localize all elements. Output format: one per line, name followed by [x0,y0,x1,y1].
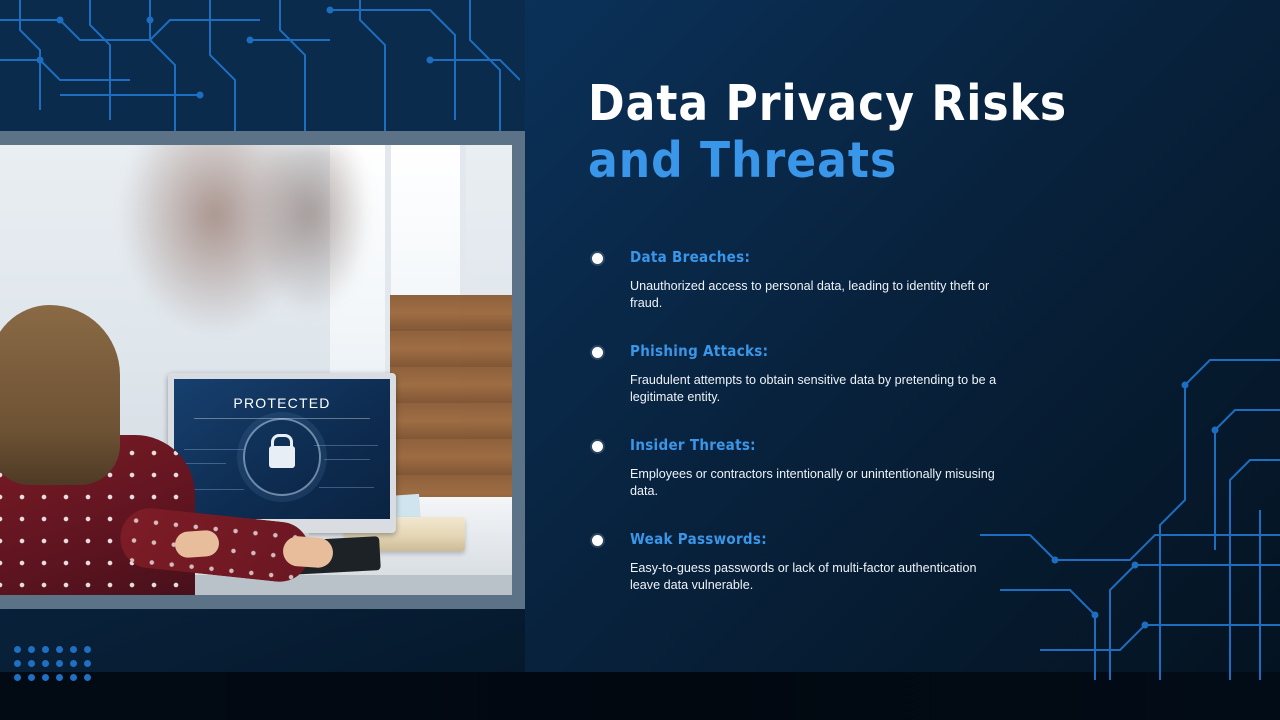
list-item-heading: Insider Threats: [630,436,756,454]
photo-monitor-screen [174,379,390,519]
photo-frame [0,131,525,609]
list-item [592,530,1022,594]
photo-woman-right-hand [282,535,334,568]
photo-screen-label: PROTECTED [174,395,390,411]
workplace-security-photo [0,145,512,595]
list-item [592,436,1022,500]
photo-monitor [168,373,396,533]
list-item-body: Easy-to-guess passwords or lack of multi-factor authentication leave data vulnerable. [630,561,977,592]
list-item-body: Fraudulent attempts to obtain sensitive data by pretending to be a legitimate entity. [630,373,997,404]
list-item-heading: Weak Passwords: [630,530,767,548]
bullet-dot-icon [592,347,603,358]
photo-woman-hair [0,305,120,485]
photo-background-person-2 [250,145,370,315]
title-line-1: Data Privacy Risks [588,75,1068,132]
list-item-body: Unauthorized access to personal data, leading to identity theft or fraud. [630,279,990,310]
risk-list [592,248,1022,594]
dot-grid-decoration [14,646,98,688]
bottom-strip [0,672,1280,720]
bullet-dot-icon [592,441,603,452]
title-line-2: and Threats [588,131,898,189]
photo-padlock-icon [269,446,295,468]
bullet-dot-icon [592,535,603,546]
page-title [588,75,1208,189]
top-left-panel-background [0,0,525,133]
list-item-body: Employees or contractors intentionally or unintentionally misusing data. [630,467,995,498]
photo-woman-left-hand [174,529,220,558]
list-item-heading: Data Breaches: [630,248,751,266]
list-item [592,342,1022,406]
bullet-dot-icon [592,253,603,264]
list-item-heading: Phishing Attacks: [630,342,769,360]
list-item [592,248,1022,312]
